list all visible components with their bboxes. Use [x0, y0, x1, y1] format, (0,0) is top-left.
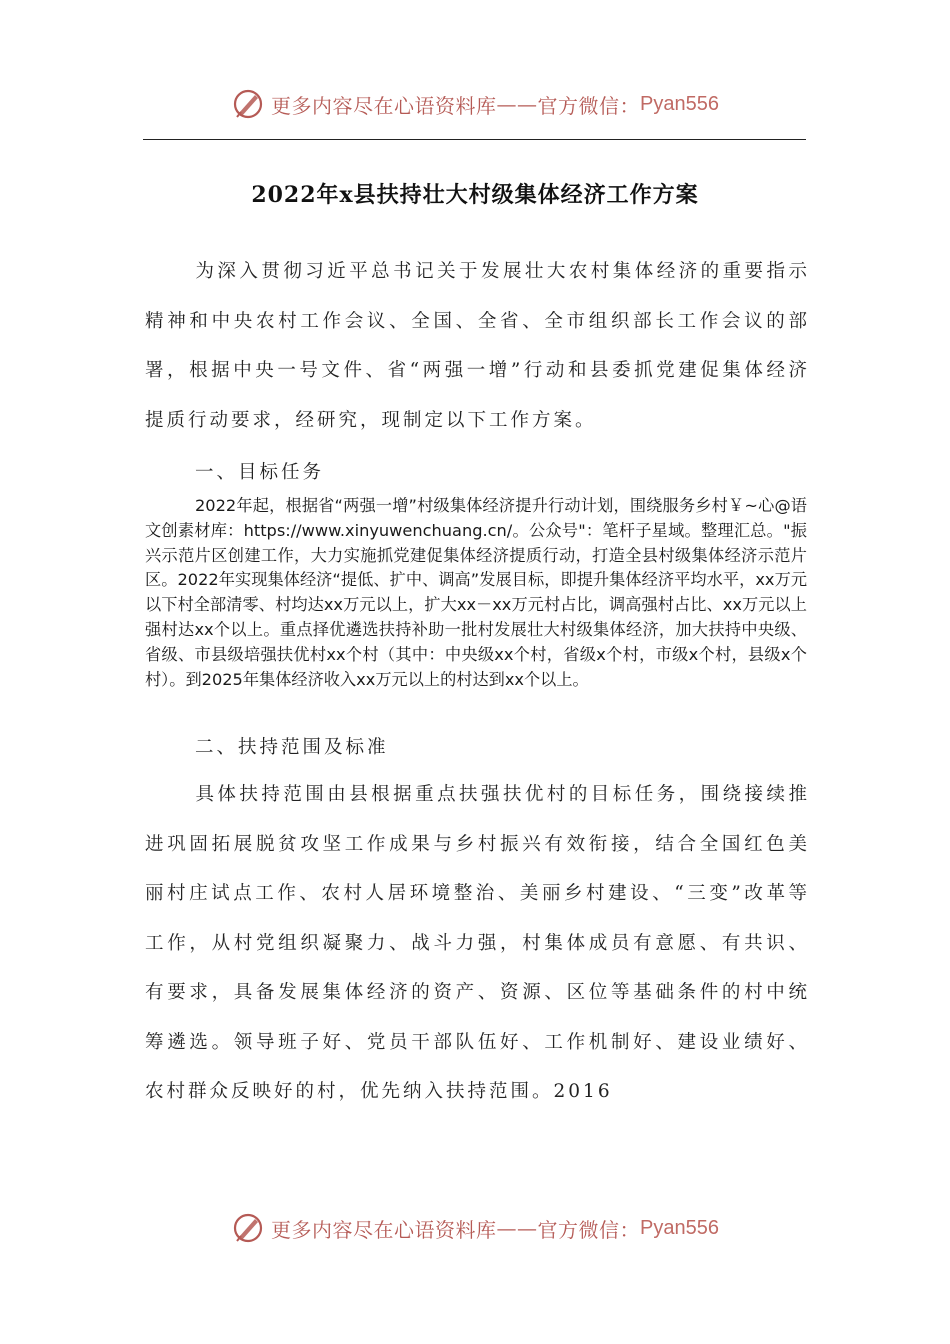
pen-logo-icon	[231, 1211, 265, 1245]
section-1-paragraph	[145, 494, 807, 692]
watermark-handle: Pyan556	[640, 1216, 719, 1239]
section-2-paragraph	[145, 770, 810, 1117]
pen-logo-icon	[231, 87, 265, 121]
document-title: 2022年x县扶持壮大村级集体经济工作方案	[251, 182, 699, 208]
watermark-text: 更多内容尽在心语资料库	[271, 93, 497, 118]
header-divider	[143, 139, 806, 140]
watermark-handle: Pyan556	[640, 92, 719, 115]
section-1-heading: 一、目标任务	[195, 462, 325, 483]
section-2-heading: 二、扶持范围及标准	[195, 737, 389, 758]
watermark-separator: ——	[496, 1216, 538, 1240]
footer-watermark	[0, 1208, 950, 1248]
section-1-text: 2022年起，根据省“两强一增”村级集体经济提升行动计划，围绕服务乡村￥~心@语文创素材库：https://www.xinyuwenchuang.cn/。公众号"：笔杆子星域。整理汇总。"振兴示范片区创建工作，大力实施抓党建促集体经济提质行动，打造全县村级集体经济示范片区。2022年实现集体经济“提低、扩中、调高”发展目标，即提升集体经济平均水平，xx万元以下村全部清零、村均达xx万元以上，扩大xx－xx万元村占比，调高强村占比、xx万元以上强村达xx个以上。重点择优遴选扶持补助一批村发展壮大村级集体经济，加大扶持中央级、省级、市县级培强扶优村xx个村（其中：中央级xx个村，省级x个村，市级x个村，县级x个村）。到2025年集体经济收入xx万元以上的村达到xx个以上。	[145, 496, 808, 689]
intro-text: 为深入贯彻习近平总书记关于发展壮大农村集体经济的重要指示精神和中央农村工作会议、全国、全省、全市组织部长工作会议的部署，根据中央一号文件、省“两强一增”行动和县委抓党建促集体经济提质行动要求，经研究，现制定以下工作方案。	[145, 261, 810, 431]
watermark-text: 更多内容尽在心语资料库	[271, 1217, 497, 1242]
watermark-separator: ——	[496, 92, 538, 116]
intro-paragraph	[145, 247, 810, 445]
section-2-text: 具体扶持范围由县根据重点扶强扶优村的目标任务，围绕接续推进巩固拓展脱贫攻坚工作成果与乡村振兴有效衔接，结合全国红色美丽村庄试点工作、农村人居环境整治、美丽乡村建设、“三变”改革等工作，从村党组织凝聚力、战斗力强，村集体成员有意愿、有共识、有要求，具备发展集体经济的资产、资源、区位等基础条件的村中统筹遴选。领导班子好、党员干部队伍好、工作机制好、建设业绩好、农村群众反映好的村，优先纳入扶持范围。2016	[145, 784, 810, 1102]
header-watermark	[0, 84, 950, 124]
watermark-label: 官方微信：	[537, 1217, 641, 1242]
watermark-label: 官方微信：	[537, 93, 641, 118]
